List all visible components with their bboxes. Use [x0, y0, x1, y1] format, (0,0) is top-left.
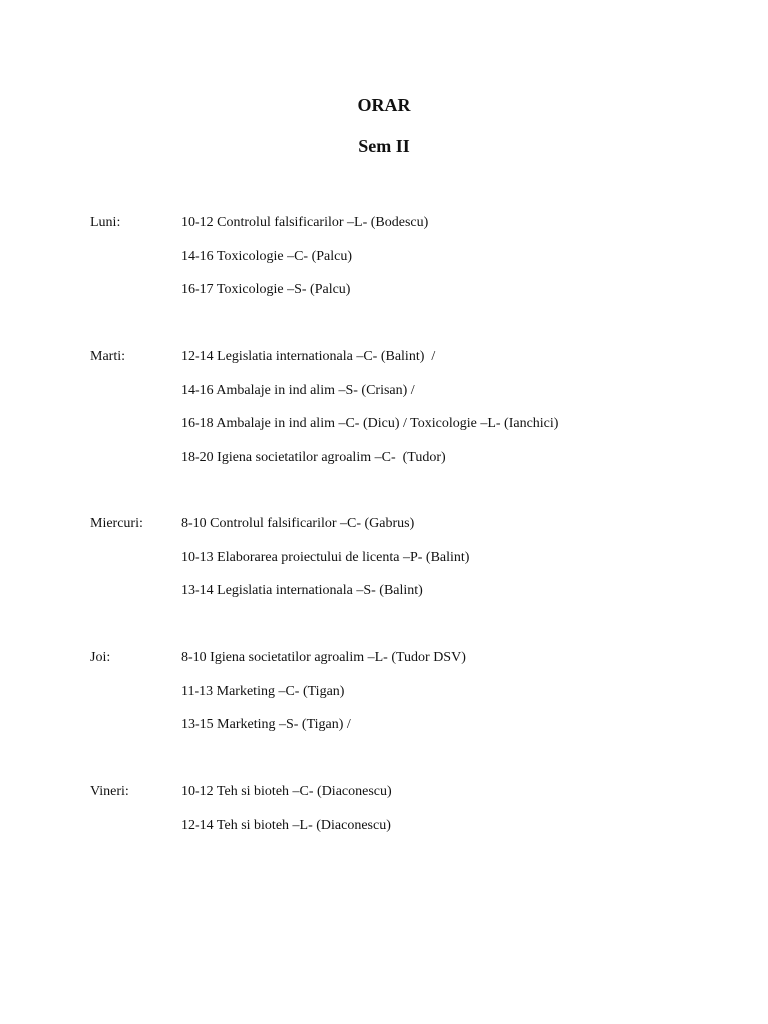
schedule-entry: 11-13 Marketing –C- (Tigan): [181, 683, 345, 699]
day-label: Marti:: [90, 349, 125, 364]
schedule-entry: 18-20 Igiena societatilor agroalim –C- (Tudor): [181, 449, 446, 465]
schedule-entry: 8-10 Controlul falsificarilor –C- (Gabrus): [181, 516, 415, 531]
day-label: Miercuri:: [90, 516, 143, 531]
day-label: Vineri:: [90, 784, 129, 799]
schedule-entry: 14-16 Toxicologie –C- (Palcu): [181, 248, 353, 264]
schedule-entry: 13-15 Marketing –S- (Tigan) /: [181, 717, 351, 732]
entry-list: [181, 348, 558, 482]
schedule-entry: 12-14 Legislatia internationala –C- (Balint) /: [181, 349, 436, 364]
page-subtitle: Sem II: [358, 136, 410, 156]
schedule-entry: 12-14 Teh si bioteh –L- (Diaconescu): [181, 817, 391, 833]
entry-list: [181, 515, 469, 616]
schedule-entry: 14-16 Ambalaje in ind alim –S- (Crisan) /: [181, 382, 415, 398]
schedule-entry: 13-14 Legislatia internationala –S- (Balint): [181, 583, 423, 598]
entry-list: [181, 214, 428, 315]
schedule-entry: 10-13 Elaborarea proiectului de licenta –P- (Balint): [181, 549, 470, 565]
entry-list: [181, 783, 392, 850]
schedule-entry: 8-10 Igiena societatilor agroalim –L- (Tudor DSV): [181, 650, 466, 665]
page-title: ORAR: [357, 95, 411, 115]
schedule-entry: 16-18 Ambalaje in ind alim –C- (Dicu) / Toxicologie –L- (Ianchici): [181, 416, 559, 431]
schedule-entry: 10-12 Teh si bioteh –C- (Diaconescu): [181, 784, 392, 799]
schedule-entry: 16-17 Toxicologie –S- (Palcu): [181, 282, 351, 297]
entry-list: [181, 649, 466, 750]
day-label: Luni:: [90, 215, 121, 230]
schedule-entry: 10-12 Controlul falsificarilor –L- (Bodescu): [181, 215, 429, 230]
day-label: Joi:: [90, 650, 111, 665]
